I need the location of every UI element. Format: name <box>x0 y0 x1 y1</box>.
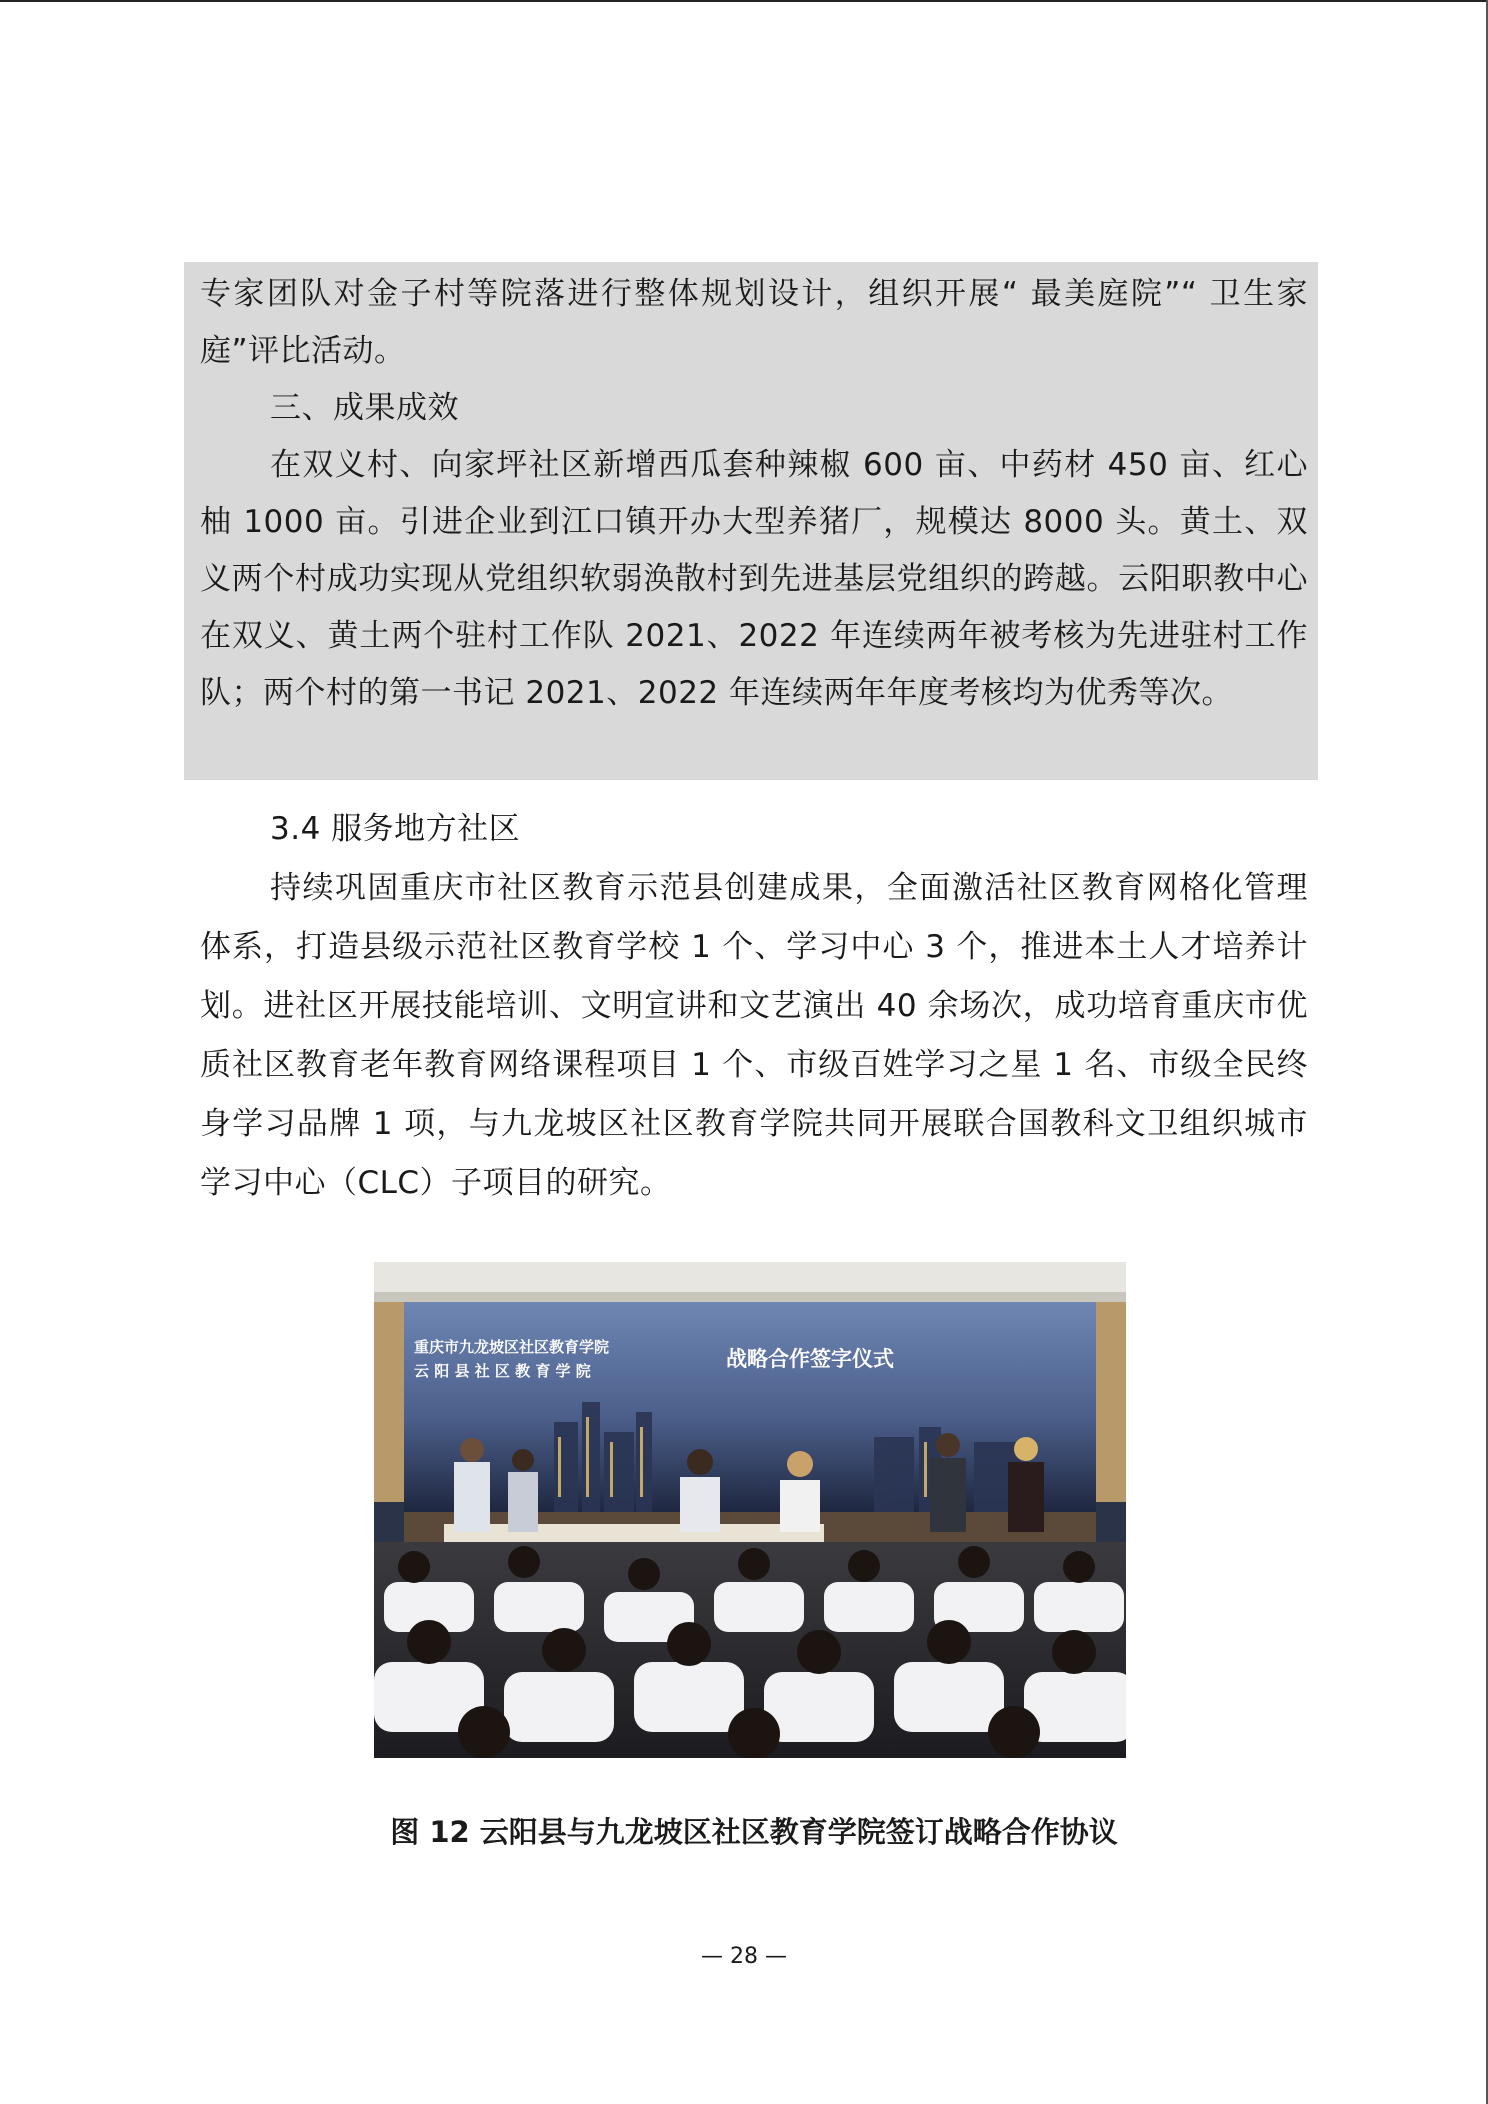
page-number: — 28 — <box>701 1944 787 1969</box>
signing-ceremony-photo <box>374 1262 1126 1758</box>
figure-caption: 图 12 云阳县与九龙坡区社区教育学院签订战略合作协议 <box>390 1815 1118 1849</box>
heading-results: 三、成果成效 <box>270 390 459 426</box>
continued-section <box>200 266 1308 722</box>
paragraph-courtyard-planning: 专家团队对金子村等院落进行整体规划设计，组织开展“ 最美庭院”“ 卫生家庭”评比活动。 <box>200 276 1308 369</box>
section-community-service <box>200 800 1308 1213</box>
screen-title: 战略合作签字仪式 <box>726 1346 894 1371</box>
screen-text-line-1: 重庆市九龙坡区社区教育学院 <box>414 1338 610 1356</box>
paragraph-results: 在双义村、向家坪社区新增西瓜套种辣椒 600 亩、中药材 450 亩、红心柚 1000 亩。引进企业到江口镇开办大型养猪厂，规模达 8000 头。黄土、双义两个村成功实现从党组织软弱涣散村到先进基层党组织的跨越。云阳职教中心在双义、黄土两个驻村工作队 2021、2022 年连续两年被考核为先进驻村工作队；两个村的第一书记 2021、2022 年连续两年年度考核均为优秀等次。 <box>200 447 1308 711</box>
section-heading: 3.4 服务地方社区 <box>270 811 521 847</box>
paragraph-community-service: 持续巩固重庆市社区教育示范县创建成果，全面激活社区教育网格化管理体系，打造县级示范社区教育学校 1 个、学习中心 3 个，推进本土人才培养计划。进社区开展技能培训、文明宣讲和文艺演出 40 余场次，成功培育重庆市优质社区教育老年教育网络课程项目 1 个、市级百姓学习之星 1 名、市级全民终身学习品牌 1 项，与九龙坡区社区教育学院共同开展联合国教科文卫组织城市学习中心（CLC）子项目的研究。 <box>200 870 1308 1201</box>
page-top-border <box>0 0 1488 2</box>
screen-text-line-2: 云 阳 县 社 区 教 育 学 院 <box>414 1362 591 1380</box>
